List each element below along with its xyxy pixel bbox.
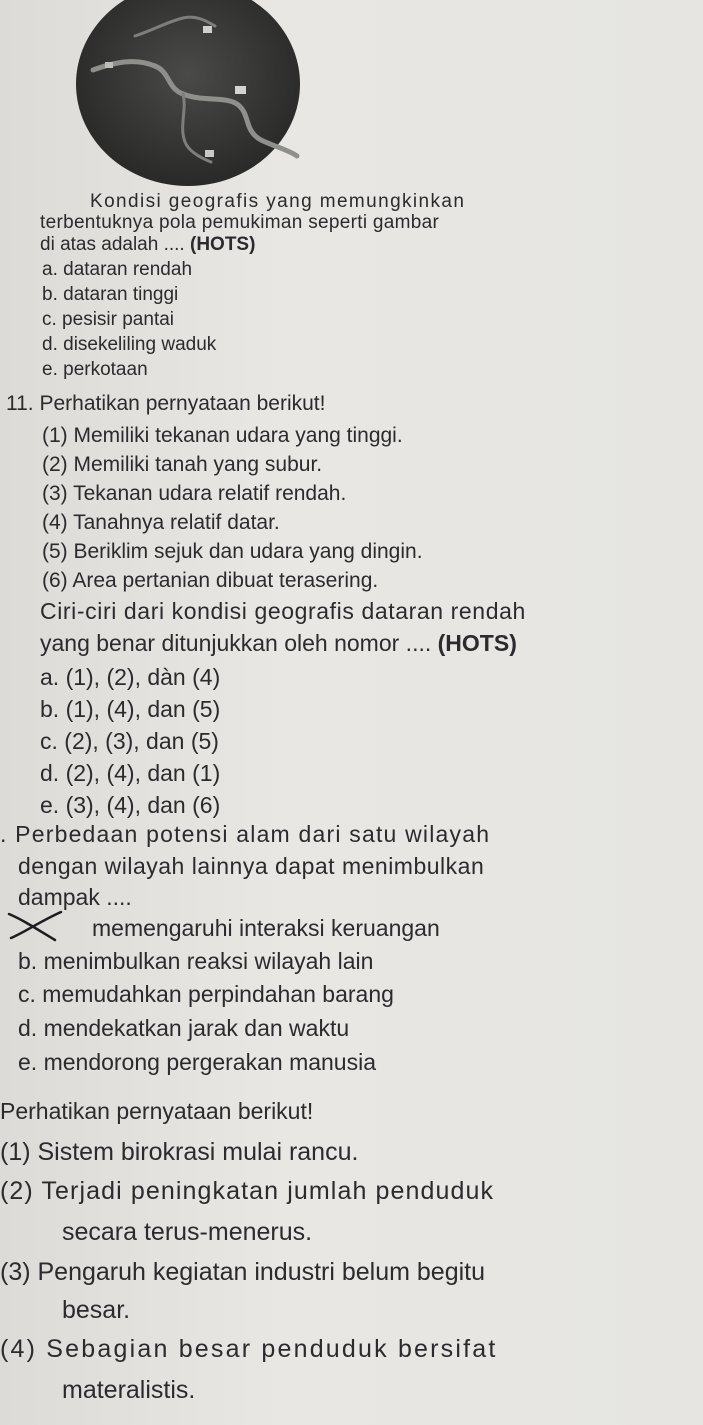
settlement-1 bbox=[203, 26, 212, 33]
q11-statement-4: (4) Tanahnya relatif datar. bbox=[42, 511, 280, 534]
settlement-3 bbox=[235, 86, 246, 94]
q10-option-c: c. pesisir pantai bbox=[42, 309, 175, 330]
q13-statement-2-line2: secara terus-menerus. bbox=[62, 1218, 313, 1246]
q11-statement-5: (5) Beriklim sejuk dan udara yang dingin. bbox=[42, 540, 423, 563]
q11-option-e: e. (3), (4), dan (6) bbox=[40, 792, 221, 818]
q12-option-a: memengaruhi interaksi keruangan bbox=[92, 915, 440, 941]
q11-statement-1: (1) Memiliki tekanan udara yang tinggi. bbox=[42, 424, 403, 447]
q12-option-e: e. mendorong pergerakan manusia bbox=[18, 1049, 377, 1075]
q10-stem-line1: Kondisi geografis yang memungkinkan bbox=[90, 191, 466, 212]
q12-stem-line3: dampak .... bbox=[18, 884, 132, 910]
q10-hots-tag: (HOTS) bbox=[190, 234, 256, 255]
q13-statement-4-line2: materalistis. bbox=[62, 1376, 196, 1404]
settlement-2 bbox=[105, 62, 113, 68]
q10-option-e: e. perkotaan bbox=[42, 359, 148, 380]
q10-option-b: b. dataran tinggi bbox=[42, 284, 179, 305]
q10-stem-line2: terbentuknya pola pemukiman seperti gambar bbox=[40, 212, 440, 233]
q11-option-d: d. (2), (4), dan (1) bbox=[40, 760, 221, 786]
map-disc bbox=[76, 0, 300, 186]
q11-stem-line1: Ciri-ciri dari kondisi geografis dataran rendah bbox=[40, 598, 526, 624]
q10-option-d: d. disekeliling waduk bbox=[42, 334, 217, 355]
q13-statement-3-line1: (3) Pengaruh kegiatan industri belum begitu bbox=[0, 1258, 486, 1286]
q12-stem-line2: dengan wilayah lainnya dapat menimbulkan bbox=[18, 853, 485, 879]
handwritten-cross-mark bbox=[5, 910, 65, 942]
q12-option-d: d. mendekatkan jarak dan waktu bbox=[18, 1015, 350, 1041]
q11-statement-2: (2) Memiliki tanah yang subur. bbox=[42, 453, 323, 476]
q11-hots-tag: (HOTS) bbox=[437, 630, 517, 656]
q13-title: Perhatikan pernyataan berikut! bbox=[0, 1098, 314, 1124]
map-illustration bbox=[75, 0, 301, 188]
q11-option-c: c. (2), (3), dan (5) bbox=[40, 728, 219, 754]
settlement-4 bbox=[205, 150, 214, 157]
q11-stem-text: yang benar ditunjukkan oleh nomor .... bbox=[40, 630, 432, 656]
q11-option-a: a. (1), (2), dàn (4) bbox=[40, 664, 221, 690]
q11-option-b: b. (1), (4), dan (5) bbox=[40, 696, 221, 722]
q11-stem-line2 bbox=[40, 630, 517, 657]
q10-stem-text: di atas adalah .... bbox=[40, 234, 185, 255]
q13-statement-2-line1: (2) Terjadi peningkatan jumlah penduduk bbox=[0, 1177, 495, 1205]
q11-statement-3: (3) Tekanan udara relatif rendah. bbox=[42, 482, 347, 505]
q11-title: 11. Perhatikan pernyataan berikut! bbox=[6, 392, 326, 415]
q10-stem-line3 bbox=[40, 234, 255, 256]
q10-option-a: a. dataran rendah bbox=[42, 259, 193, 280]
q12-stem-line1: . Perbedaan potensi alam dari satu wilayah bbox=[0, 821, 491, 847]
q13-statement-3-line2: besar. bbox=[62, 1296, 131, 1324]
q12-option-c: c. memudahkan perpindahan barang bbox=[18, 981, 394, 1007]
q13-statement-1: (1) Sistem birokrasi mulai rancu. bbox=[0, 1138, 359, 1166]
q13-statement-4-line1: (4) Sebagian besar penduduk bersifat bbox=[0, 1335, 498, 1363]
q12-option-b: b. menimbulkan reaksi wilayah lain bbox=[18, 948, 374, 974]
q11-statement-6: (6) Area pertanian dibuat terasering. bbox=[42, 569, 379, 592]
